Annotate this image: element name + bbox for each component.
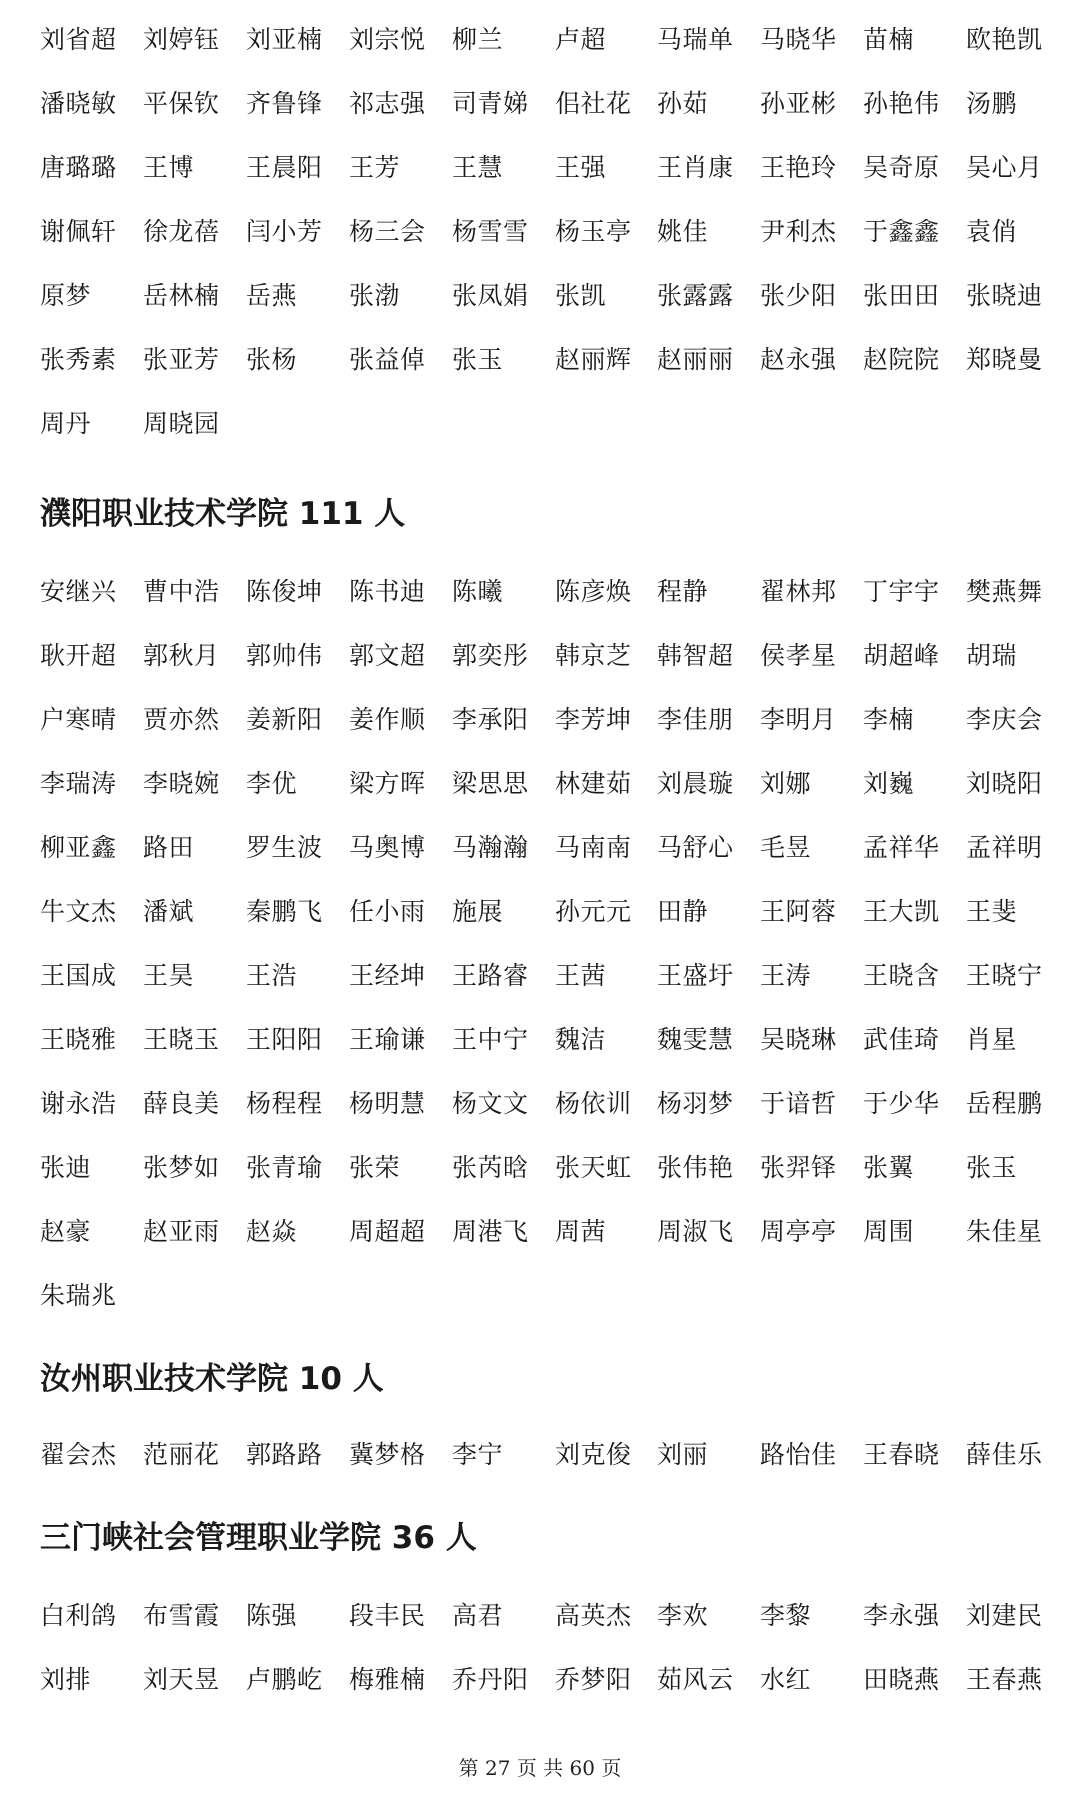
name-row <box>0 200 1080 264</box>
person-name: 张少阳 <box>760 281 837 310</box>
name-row <box>0 8 1080 72</box>
person-name: 侯孝星 <box>760 641 837 670</box>
person-name: 翟会杰 <box>40 1440 117 1469</box>
person-name: 姜新阳 <box>246 705 323 734</box>
person-name: 马舒心 <box>657 833 734 862</box>
person-name: 闫小芳 <box>246 217 323 246</box>
person-name: 罗生波 <box>246 833 323 862</box>
person-name: 刘娜 <box>760 769 812 798</box>
person-name: 张益倬 <box>349 345 426 374</box>
name-row <box>0 1584 1080 1648</box>
person-name: 胡超峰 <box>863 641 940 670</box>
page-footer: 第 27 页 共 60 页 <box>458 1756 622 1780</box>
section-heading-sanmenxia: 三门峡社会管理职业学院 36 人 <box>40 1520 477 1556</box>
name-row <box>0 328 1080 392</box>
person-name: 张渤 <box>349 281 401 310</box>
person-name: 张梦如 <box>143 1153 220 1182</box>
person-name: 牛文杰 <box>40 897 117 926</box>
person-name: 吴心月 <box>966 153 1043 182</box>
person-name: 张露露 <box>657 281 734 310</box>
person-name: 耿开超 <box>40 641 117 670</box>
name-row <box>0 624 1080 688</box>
person-name: 高君 <box>452 1601 504 1630</box>
person-name: 于谙哲 <box>760 1089 837 1118</box>
person-name: 王瑜谦 <box>349 1025 426 1054</box>
person-name: 王阳阳 <box>246 1025 323 1054</box>
person-name: 周晓园 <box>143 409 220 438</box>
person-name: 李宁 <box>452 1440 504 1469</box>
person-name: 于少华 <box>863 1089 940 1118</box>
person-name: 张芮晗 <box>452 1153 529 1182</box>
person-name: 陈曦 <box>452 577 504 606</box>
person-name: 汤鹏 <box>966 89 1018 118</box>
person-name: 王盛圩 <box>657 961 734 990</box>
person-name: 任小雨 <box>349 897 426 926</box>
person-name: 杨三会 <box>349 217 426 246</box>
person-name: 程静 <box>657 577 709 606</box>
person-name: 王晓宁 <box>966 961 1043 990</box>
person-name: 赵豪 <box>40 1217 92 1246</box>
person-name: 陈强 <box>246 1601 298 1630</box>
person-name: 赵丽丽 <box>657 345 734 374</box>
person-name: 冀梦格 <box>349 1440 426 1469</box>
person-name: 苗楠 <box>863 25 915 54</box>
person-name: 刘宗悦 <box>349 25 426 54</box>
person-name: 刘晓阳 <box>966 769 1043 798</box>
name-row <box>0 264 1080 328</box>
person-name: 刘建民 <box>966 1601 1043 1630</box>
person-name: 李欢 <box>657 1601 709 1630</box>
person-name: 刘省超 <box>40 25 117 54</box>
person-name: 杨依训 <box>555 1089 632 1118</box>
person-name: 赵焱 <box>246 1217 298 1246</box>
person-name: 薛佳乐 <box>966 1440 1043 1469</box>
person-name: 刘巍 <box>863 769 915 798</box>
person-name: 王晓含 <box>863 961 940 990</box>
person-name: 田晓燕 <box>863 1665 940 1694</box>
person-name: 张荣 <box>349 1153 401 1182</box>
name-row <box>0 752 1080 816</box>
person-name: 王浩 <box>246 961 298 990</box>
person-name: 谢佩轩 <box>40 217 117 246</box>
person-name: 刘亚楠 <box>246 25 323 54</box>
person-name: 马晓华 <box>760 25 837 54</box>
person-name: 曹中浩 <box>143 577 220 606</box>
person-name: 孙艳伟 <box>863 89 940 118</box>
person-name: 杨程程 <box>246 1089 323 1118</box>
person-name: 孟祥华 <box>863 833 940 862</box>
name-row <box>0 944 1080 1008</box>
person-name: 丁宇宇 <box>863 577 940 606</box>
person-name: 潘斌 <box>143 897 195 926</box>
person-name: 王春燕 <box>966 1665 1043 1694</box>
person-name: 王斐 <box>966 897 1018 926</box>
person-name: 王昊 <box>143 961 195 990</box>
person-name: 柳亚鑫 <box>40 833 117 862</box>
person-name: 杨文文 <box>452 1089 529 1118</box>
person-name: 周丹 <box>40 409 92 438</box>
name-row <box>0 688 1080 752</box>
person-name: 王涛 <box>760 961 812 990</box>
person-name: 赵丽辉 <box>555 345 632 374</box>
person-name: 周亭亭 <box>760 1217 837 1246</box>
name-row <box>0 1264 1080 1328</box>
person-name: 佀社花 <box>555 89 632 118</box>
person-name: 周淑飞 <box>657 1217 734 1246</box>
name-row <box>0 1072 1080 1136</box>
person-name: 林建茹 <box>555 769 632 798</box>
person-name: 马奥博 <box>349 833 426 862</box>
person-name: 王中宁 <box>452 1025 529 1054</box>
person-name: 李明月 <box>760 705 837 734</box>
person-name: 高英杰 <box>555 1601 632 1630</box>
person-name: 张玉 <box>452 345 504 374</box>
person-name: 王茜 <box>555 961 607 990</box>
person-name: 张翼 <box>863 1153 915 1182</box>
person-name: 王国成 <box>40 961 117 990</box>
person-name: 范丽花 <box>143 1440 220 1469</box>
person-name: 王芳 <box>349 153 401 182</box>
person-name: 祁志强 <box>349 89 426 118</box>
person-name: 马南南 <box>555 833 632 862</box>
name-row <box>0 72 1080 136</box>
person-name: 田静 <box>657 897 709 926</box>
person-name: 刘天昱 <box>143 1665 220 1694</box>
person-name: 张凯 <box>555 281 607 310</box>
person-name: 乔丹阳 <box>452 1665 529 1694</box>
person-name: 孙元元 <box>555 897 632 926</box>
person-name: 李瑞涛 <box>40 769 117 798</box>
person-name: 刘婷钰 <box>143 25 220 54</box>
person-name: 王春晓 <box>863 1440 940 1469</box>
person-name: 李佳朋 <box>657 705 734 734</box>
person-name: 岳燕 <box>246 281 298 310</box>
name-list-sanmenxia <box>0 1584 1080 1712</box>
person-name: 张迪 <box>40 1153 92 1182</box>
person-name: 王经坤 <box>349 961 426 990</box>
person-name: 杨玉亭 <box>555 217 632 246</box>
person-name: 赵永强 <box>760 345 837 374</box>
person-name: 张青瑜 <box>246 1153 323 1182</box>
person-name: 白利鸽 <box>40 1601 117 1630</box>
person-name: 茹风云 <box>657 1665 734 1694</box>
person-name: 王艳玲 <box>760 153 837 182</box>
person-name: 郭文超 <box>349 641 426 670</box>
name-row <box>0 880 1080 944</box>
person-name: 姚佳 <box>657 217 709 246</box>
person-name: 张凤娟 <box>452 281 529 310</box>
person-name: 柳兰 <box>452 25 504 54</box>
person-name: 刘丽 <box>657 1440 709 1469</box>
person-name: 朱瑞兆 <box>40 1281 117 1310</box>
person-name: 施展 <box>452 897 504 926</box>
person-name: 司青娣 <box>452 89 529 118</box>
person-name: 马瀚瀚 <box>452 833 529 862</box>
person-name: 郭帅伟 <box>246 641 323 670</box>
person-name: 袁俏 <box>966 217 1018 246</box>
person-name: 王阿蓉 <box>760 897 837 926</box>
person-name: 赵亚雨 <box>143 1217 220 1246</box>
name-list-ruzhou <box>0 1423 1080 1487</box>
person-name: 李永强 <box>863 1601 940 1630</box>
person-name: 刘克俊 <box>555 1440 632 1469</box>
person-name: 翟林邦 <box>760 577 837 606</box>
person-name: 李芳坤 <box>555 705 632 734</box>
person-name: 王晨阳 <box>246 153 323 182</box>
person-name: 张杨 <box>246 345 298 374</box>
name-row <box>0 1423 1080 1487</box>
person-name: 张天虹 <box>555 1153 632 1182</box>
person-name: 潘晓敏 <box>40 89 117 118</box>
name-row <box>0 1648 1080 1712</box>
person-name: 王路睿 <box>452 961 529 990</box>
person-name: 路田 <box>143 833 195 862</box>
person-name: 武佳琦 <box>863 1025 940 1054</box>
person-name: 毛昱 <box>760 833 812 862</box>
person-name: 梅雅楠 <box>349 1665 426 1694</box>
person-name: 岳林楠 <box>143 281 220 310</box>
person-name: 郭秋月 <box>143 641 220 670</box>
person-name: 齐鲁锋 <box>246 89 323 118</box>
person-name: 魏雯慧 <box>657 1025 734 1054</box>
person-name: 段丰民 <box>349 1601 426 1630</box>
person-name: 谢永浩 <box>40 1089 117 1118</box>
name-row <box>0 1200 1080 1264</box>
person-name: 郭奕彤 <box>452 641 529 670</box>
person-name: 张田田 <box>863 281 940 310</box>
person-name: 周围 <box>863 1217 915 1246</box>
person-name: 王晓雅 <box>40 1025 117 1054</box>
person-name: 张玉 <box>966 1153 1018 1182</box>
name-list-continued <box>0 8 1080 456</box>
person-name: 王大凯 <box>863 897 940 926</box>
person-name: 水红 <box>760 1665 812 1694</box>
name-row <box>0 1008 1080 1072</box>
person-name: 李楠 <box>863 705 915 734</box>
person-name: 秦鹏飞 <box>246 897 323 926</box>
person-name: 路怡佳 <box>760 1440 837 1469</box>
person-name: 姜作顺 <box>349 705 426 734</box>
person-name: 梁方晖 <box>349 769 426 798</box>
person-name: 张秀素 <box>40 345 117 374</box>
person-name: 乔梦阳 <box>555 1665 632 1694</box>
person-name: 吴晓琳 <box>760 1025 837 1054</box>
person-name: 平保钦 <box>143 89 220 118</box>
person-name: 王肖康 <box>657 153 734 182</box>
person-name: 赵院院 <box>863 345 940 374</box>
person-name: 郑晓曼 <box>966 345 1043 374</box>
person-name: 岳程鹏 <box>966 1089 1043 1118</box>
person-name: 陈俊坤 <box>246 577 323 606</box>
person-name: 王晓玉 <box>143 1025 220 1054</box>
person-name: 布雪霞 <box>143 1601 220 1630</box>
name-row <box>0 392 1080 456</box>
name-row <box>0 560 1080 624</box>
person-name: 李承阳 <box>452 705 529 734</box>
person-name: 张伟艳 <box>657 1153 734 1182</box>
person-name: 朱佳星 <box>966 1217 1043 1246</box>
person-name: 唐璐璐 <box>40 153 117 182</box>
person-name: 梁思思 <box>452 769 529 798</box>
person-name: 贾亦然 <box>143 705 220 734</box>
person-name: 户寒晴 <box>40 705 117 734</box>
person-name: 周超超 <box>349 1217 426 1246</box>
name-row <box>0 816 1080 880</box>
person-name: 李庆会 <box>966 705 1043 734</box>
person-name: 李黎 <box>760 1601 812 1630</box>
person-name: 卢超 <box>555 25 607 54</box>
person-name: 陈彦焕 <box>555 577 632 606</box>
person-name: 欧艳凯 <box>966 25 1043 54</box>
person-name: 杨雪雪 <box>452 217 529 246</box>
person-name: 陈书迪 <box>349 577 426 606</box>
person-name: 张晓迪 <box>966 281 1043 310</box>
name-list-puyang <box>0 560 1080 1328</box>
person-name: 薛良美 <box>143 1089 220 1118</box>
person-name: 于鑫鑫 <box>863 217 940 246</box>
person-name: 王慧 <box>452 153 504 182</box>
person-name: 魏洁 <box>555 1025 607 1054</box>
person-name: 吴奇原 <box>863 153 940 182</box>
section-heading-ruzhou: 汝州职业技术学院 10 人 <box>40 1361 384 1397</box>
person-name: 周茜 <box>555 1217 607 1246</box>
name-row <box>0 136 1080 200</box>
person-name: 郭路路 <box>246 1440 323 1469</box>
person-name: 原梦 <box>40 281 92 310</box>
person-name: 尹利杰 <box>760 217 837 246</box>
person-name: 徐龙蓓 <box>143 217 220 246</box>
person-name: 刘排 <box>40 1665 92 1694</box>
person-name: 肖星 <box>966 1025 1018 1054</box>
person-name: 张羿铎 <box>760 1153 837 1182</box>
person-name: 张亚芳 <box>143 345 220 374</box>
person-name: 杨明慧 <box>349 1089 426 1118</box>
section-heading-puyang: 濮阳职业技术学院 111 人 <box>40 496 406 532</box>
person-name: 安继兴 <box>40 577 117 606</box>
person-name: 孟祥明 <box>966 833 1043 862</box>
person-name: 王博 <box>143 153 195 182</box>
person-name: 刘晨璇 <box>657 769 734 798</box>
name-row <box>0 1136 1080 1200</box>
person-name: 孙茹 <box>657 89 709 118</box>
person-name: 周港飞 <box>452 1217 529 1246</box>
person-name: 王强 <box>555 153 607 182</box>
person-name: 韩京芝 <box>555 641 632 670</box>
person-name: 李晓婉 <box>143 769 220 798</box>
person-name: 马瑞单 <box>657 25 734 54</box>
person-name: 卢鹏屹 <box>246 1665 323 1694</box>
person-name: 李优 <box>246 769 298 798</box>
person-name: 樊燕舞 <box>966 577 1043 606</box>
person-name: 杨羽梦 <box>657 1089 734 1118</box>
person-name: 胡瑞 <box>966 641 1018 670</box>
person-name: 韩智超 <box>657 641 734 670</box>
person-name: 孙亚彬 <box>760 89 837 118</box>
